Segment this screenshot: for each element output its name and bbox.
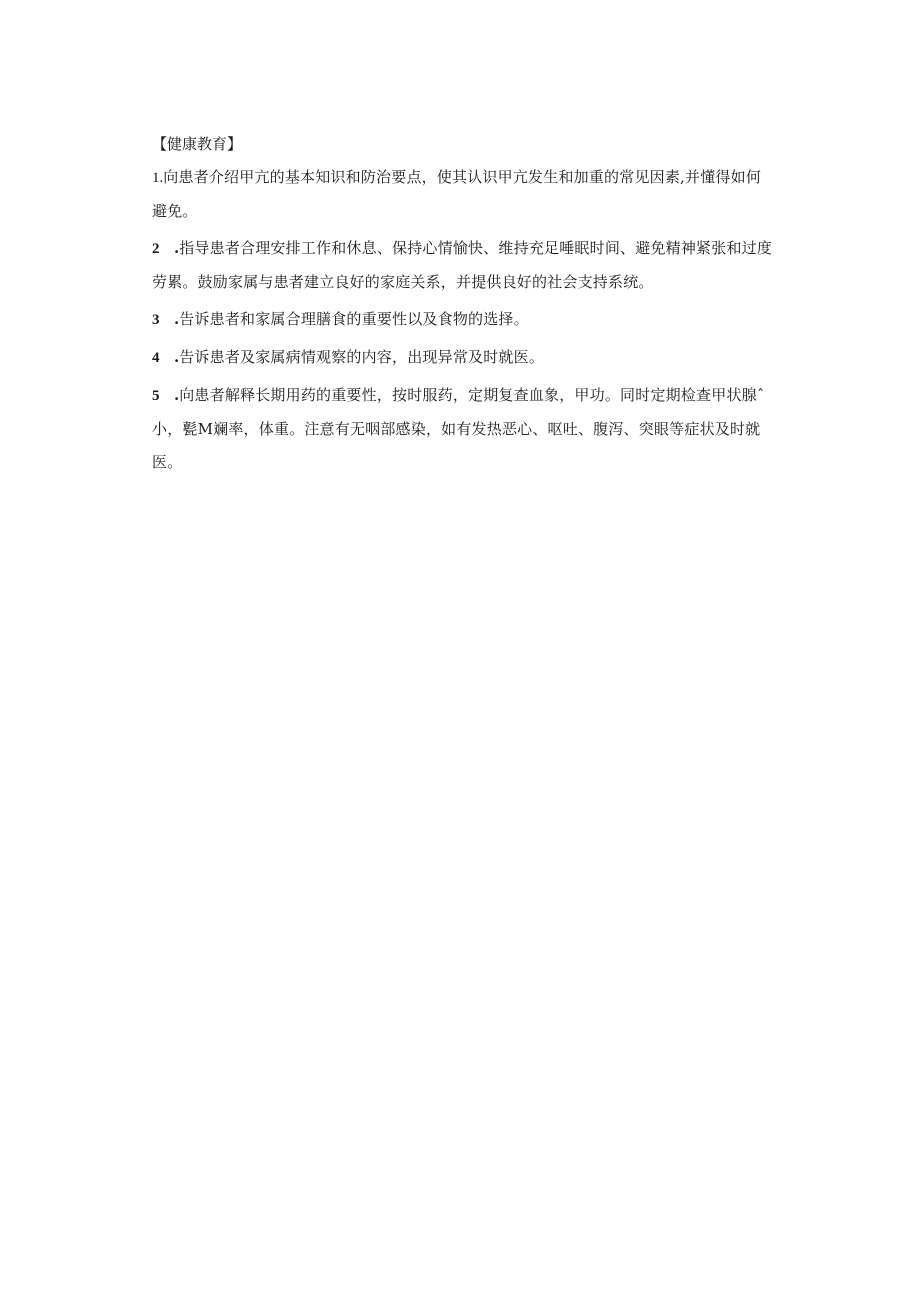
list-item-5 [152,379,774,479]
section-heading: 【健康教育】 [152,135,243,153]
item-text: 向患者解释长期用药的重要性，按时服药，定期复查血象，甲功。同时定期检查甲状腺ˆ小，甏M斓率，体重。注意有无咽部感染，如有发热恶心、呕吐、腹泻、突眼等症状及时就医。 [152,386,765,471]
item-separator: . [174,348,180,366]
list-item-1 [152,161,774,228]
item-number: 4 [152,350,160,366]
item-number: 3 [152,312,160,328]
item-text: 告诉患者及家属病情观察的内容，出现异常及时就医。 [179,348,545,366]
list-item-4 [152,341,774,375]
document-body [152,131,774,483]
item-number: 5 [152,388,160,404]
item-text: 指导患者合理安排工作和休息、保持心情愉快、维持充足唾眠时间、避免精神紧张和过度劳累。鼓励家属与患者建立良好的家庭关系，并提供良好的社会支持系统。 [152,239,773,291]
item-separator: . [174,239,180,257]
list-item-2 [152,232,774,299]
item-separator: . [174,386,180,404]
item-text: 告诉患者和家属合理膳食的重要性以及食物的选择。 [179,310,529,328]
item-number: 2 [152,241,160,257]
item-separator: . [174,310,180,328]
item-number: 1. [152,170,164,186]
item-text: 向患者介绍甲亢的基本知识和防治要点，使其认识甲亢发生和加重的常见因素,并懂得如何避免。 [152,168,762,220]
list-item-3 [152,303,774,337]
